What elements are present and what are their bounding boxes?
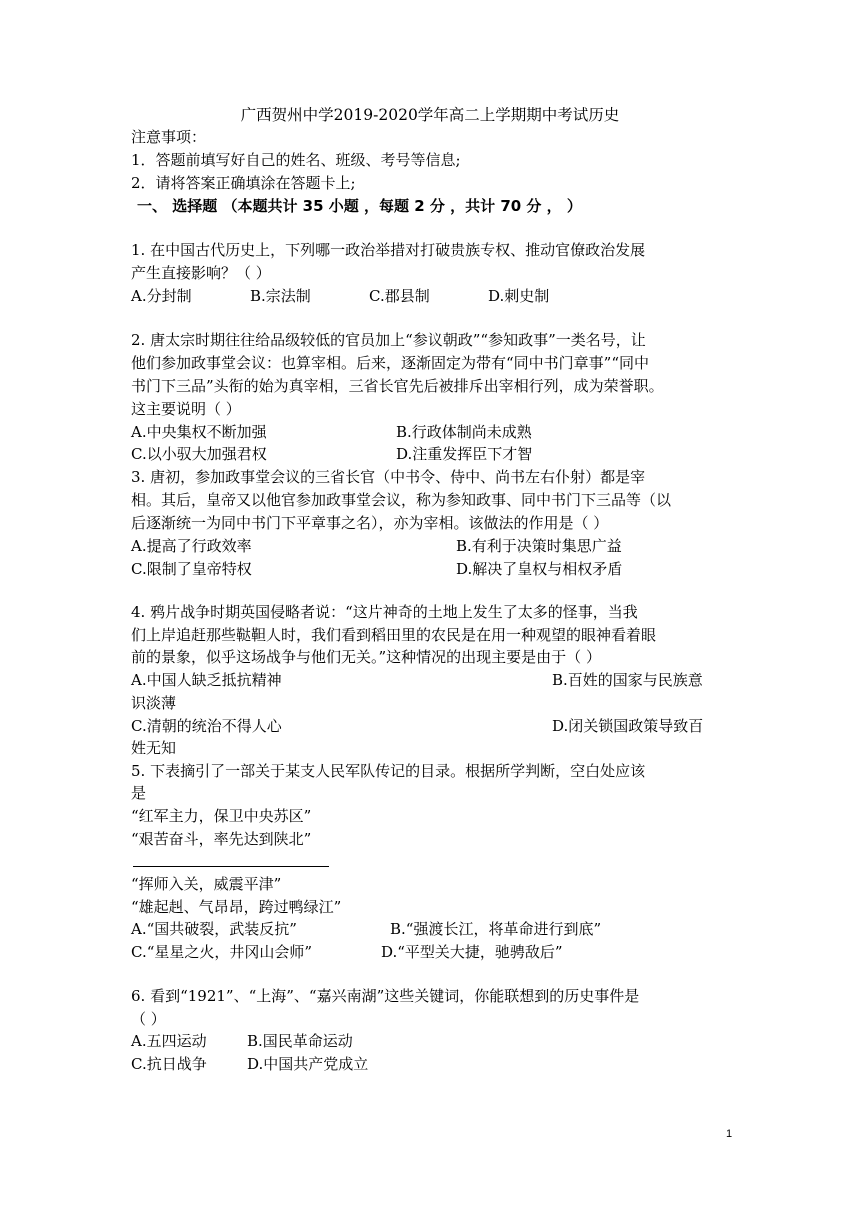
q5-text: 是 <box>131 784 147 802</box>
q2-option-c: C.以小驭大加强君权 <box>131 445 267 463</box>
section-heading: 一、 选择题 （本题共计 35 小题 ，每题 2 分 ，共计 70 分 ， ） <box>137 197 582 215</box>
q6-text: （ ） <box>131 1010 166 1028</box>
q3-option-a: A.提高了行政效率 <box>131 537 252 555</box>
q1-option-d: D.刺史制 <box>488 287 550 305</box>
q2-option-d: D.注重发挥臣下才智 <box>396 445 533 463</box>
q1-option-a: A.分封制 <box>131 287 192 305</box>
q4-option-c: C.清朝的统治不得人心 <box>131 717 282 735</box>
q3-text: 3. 唐初，参加政事堂会议的三省长官（中书令、侍中、尚书左右仆射）都是宰 <box>131 468 646 486</box>
q5-entry: “雄起赳、气昂昂，跨过鸭绿江” <box>131 898 342 916</box>
q1-text: 1. 在中国古代历史上，下列哪一政治举措对打破贵族专权、推动官僚政治发展 <box>131 241 646 259</box>
q4-option-d: D.闭关锁国政策导致百 <box>552 717 704 735</box>
notice-heading: 注意事项： <box>131 128 207 146</box>
q4-option-b-continued: 识淡薄 <box>131 694 177 712</box>
q6-option-a: A.五四运动 <box>131 1032 207 1050</box>
q2-text: 他们参加政事堂会议：也算宰相。后来，逐渐固定为带有“同中书门章事”“同中 <box>131 354 650 372</box>
q5-entry: “艰苦奋斗，率先达到陕北” <box>131 830 312 848</box>
q6-text: 6. 看到“1921”、“上海”、“嘉兴南湖”这些关键词，你能联想到的历史事件是 <box>131 987 640 1005</box>
q1-option-b: B.宗法制 <box>250 287 311 305</box>
q3-option-d: D.解决了皇权与相权矛盾 <box>456 560 623 578</box>
q1-option-c: C.郡县制 <box>369 287 430 305</box>
q6-option-d: D.中国共产党成立 <box>247 1055 369 1073</box>
q4-text: 4. 鸦片战争时期英国侵略者说：“这片神奇的土地上发生了太多的怪事，当我 <box>131 603 638 621</box>
q2-option-a: A.中央集权不断加强 <box>131 423 267 441</box>
q3-text: 后逐渐统一为同中书门下平章事之名），亦为宰相。该做法的作用是（ ） <box>131 514 609 532</box>
q3-text: 相。其后，皇帝又以他官参加政事堂会议，称为参知政事、同中书门下三品等（以 <box>131 491 672 509</box>
q6-option-c: C.抗日战争 <box>131 1055 207 1073</box>
q3-option-b: B.有利于决策时集思广益 <box>456 537 622 555</box>
q2-text: 这主要说明（ ） <box>131 400 241 418</box>
q4-text: 们上岸追赶那些鞑靼人时，我们看到稻田里的农民是在用一种观望的眼神看着眼 <box>131 626 657 644</box>
q5-option-d: D.“平型关大捷，驰骋敌后” <box>381 943 563 961</box>
q4-text: 前的景象，似乎这场战争与他们无关。”这种情况的出现主要是由于（ ） <box>131 648 601 666</box>
q4-option-a: A.中国人缺乏抵抗精神 <box>131 671 282 689</box>
q6-option-b: B.国民革命运动 <box>247 1032 353 1050</box>
q2-text: 书门下三品”头衔的始为真宰相，三省长官先后被排斥出宰相行列，成为荣誉职。 <box>131 377 664 395</box>
q5-option-c: C.“星星之火，井冈山会师” <box>131 943 313 961</box>
q2-text: 2. 唐太宗时期往往给品级较低的官员加上“参议朝政”“参知政事”一类名号，让 <box>131 331 646 349</box>
q5-option-a: A.“国共破裂，武装反抗” <box>131 920 297 938</box>
page-number: 1 <box>726 1128 733 1140</box>
q5-text: 5. 下表摘引了一部关于某支人民军队传记的目录。根据所学判断，空白处应该 <box>131 762 646 780</box>
q3-option-c: C.限制了皇帝特权 <box>131 560 252 578</box>
notice-item: 1．答题前填写好自己的姓名、班级、考号等信息; <box>131 151 461 169</box>
blank-line <box>133 866 329 867</box>
q2-option-b: B.行政体制尚未成熟 <box>396 423 532 441</box>
q4-option-d-continued: 姓无知 <box>131 739 177 757</box>
page-title: 广西贺州中学2019-2020学年高二上学期期中考试历史 <box>240 106 620 124</box>
q1-text: 产生直接影响？（ ） <box>131 264 271 282</box>
q5-entry: “挥师入关，威震平津” <box>131 875 282 893</box>
q5-entry: “红军主力，保卫中央苏区” <box>131 807 312 825</box>
notice-item: 2．请将答案正确填涂在答题卡上; <box>131 174 356 192</box>
q4-option-b: B.百姓的国家与民族意 <box>552 671 703 689</box>
q5-option-b: B.“强渡长江，将革命进行到底” <box>390 920 602 938</box>
